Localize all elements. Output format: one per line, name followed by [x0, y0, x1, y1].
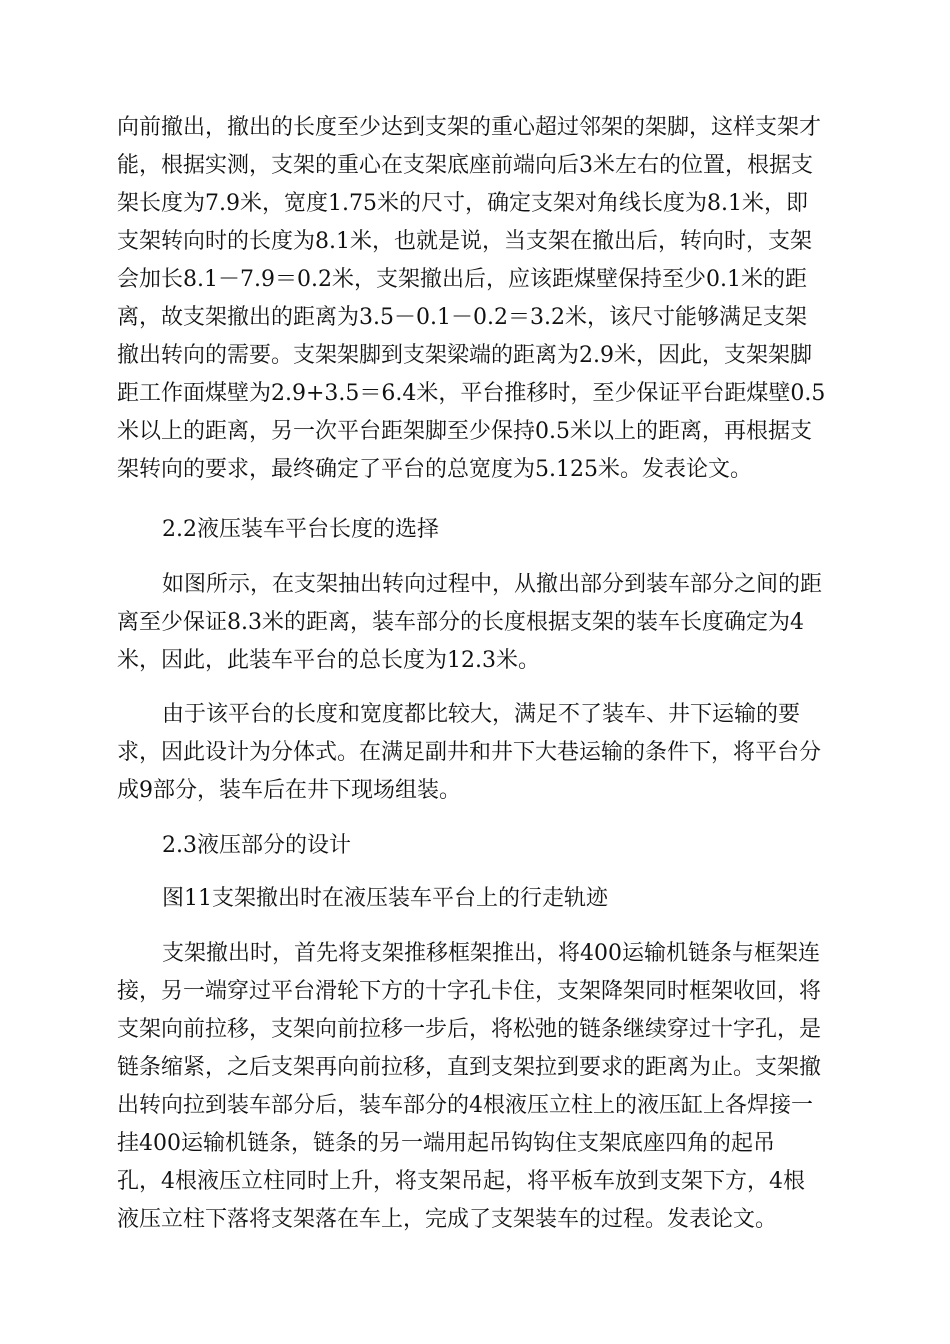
text-line: 向前撤出，撤出的长度至少达到支架的重心超过邻架的架脚，这样支架才: [117, 115, 822, 140]
text-line: 孔，4根液压立柱同时上升，将支架吊起，将平板车放到支架下方，4根: [117, 1169, 805, 1194]
text-line: 如图所示，在支架抽出转向过程中，从撤出部分到装车部分之间的距: [162, 572, 823, 597]
text-line: 支架转向时的长度为8.1米，也就是说，当支架在撤出后，转向时，支架: [117, 229, 812, 254]
text-line: 支架向前拉移，支架向前拉移一步后，将松弛的链条继续穿过十字孔，是: [117, 1017, 822, 1042]
text-line: 米，因此，此装车平台的总长度为12.3米。: [117, 648, 540, 673]
text-line: 成9部分，装车后在井下现场组装。: [117, 778, 461, 803]
text-line: 由于该平台的长度和宽度都比较大，满足不了装车、井下运输的要: [162, 702, 801, 727]
text-line: 距工作面煤壁为2.9+3.5＝6.4米，平台推移时，至少保证平台距煤壁0.5: [117, 381, 826, 406]
section-heading-2-2: 2.2液压装车平台长度的选择: [162, 517, 439, 542]
text-line: 架转向的要求，最终确定了平台的总宽度为5.125米。发表论文。: [117, 457, 752, 482]
text-line: 离，故支架撤出的距离为3.5－0.1－0.2＝3.2米，该尺寸能够满足支架: [117, 305, 807, 330]
text-line: 支架撤出时，首先将支架推移框架推出，将400运输机链条与框架连: [162, 941, 820, 966]
text-line: 求，因此设计为分体式。在满足副井和井下大巷运输的条件下，将平台分: [117, 740, 822, 765]
text-line: 挂400运输机链条，链条的另一端用起吊钩钩住支架底座四角的起吊: [117, 1131, 775, 1156]
text-line: 离至少保证8.3米的距离，装车部分的长度根据支架的装车长度确定为4: [117, 610, 804, 635]
text-line: 会加长8.1－7.9＝0.2米，支架撤出后，应该距煤壁保持至少0.1米的距: [117, 267, 807, 292]
figure-caption: 图11支架撤出时在液压装车平台上的行走轨迹: [162, 886, 608, 911]
section-heading-2-3: 2.3液压部分的设计: [162, 833, 351, 858]
text-line: 出转向拉到装车部分后，装车部分的4根液压立柱上的液压缸上各焊接一: [117, 1093, 813, 1118]
text-line: 链条缩紧，之后支架再向前拉移，直到支架拉到要求的距离为止。支架撤: [117, 1055, 822, 1080]
text-line: 液压立柱下落将支架落在车上，完成了支架装车的过程。发表论文。: [117, 1207, 778, 1232]
text-line: 接，另一端穿过平台滑轮下方的十字孔卡住，支架降架同时框架收回，将: [117, 979, 822, 1004]
text-line: 能，根据实测，支架的重心在支架底座前端向后3米左右的位置，根据支: [117, 153, 813, 178]
text-line: 撤出转向的需要。支架架脚到支架梁端的距离为2.9米，因此，支架架脚: [117, 343, 812, 368]
text-line: 架长度为7.9米，宽度1.75米的尺寸，确定支架对角线长度为8.1米，即: [117, 191, 808, 216]
text-line: 米以上的距离，另一次平台距架脚至少保持0.5米以上的距离，再根据支: [117, 419, 812, 444]
